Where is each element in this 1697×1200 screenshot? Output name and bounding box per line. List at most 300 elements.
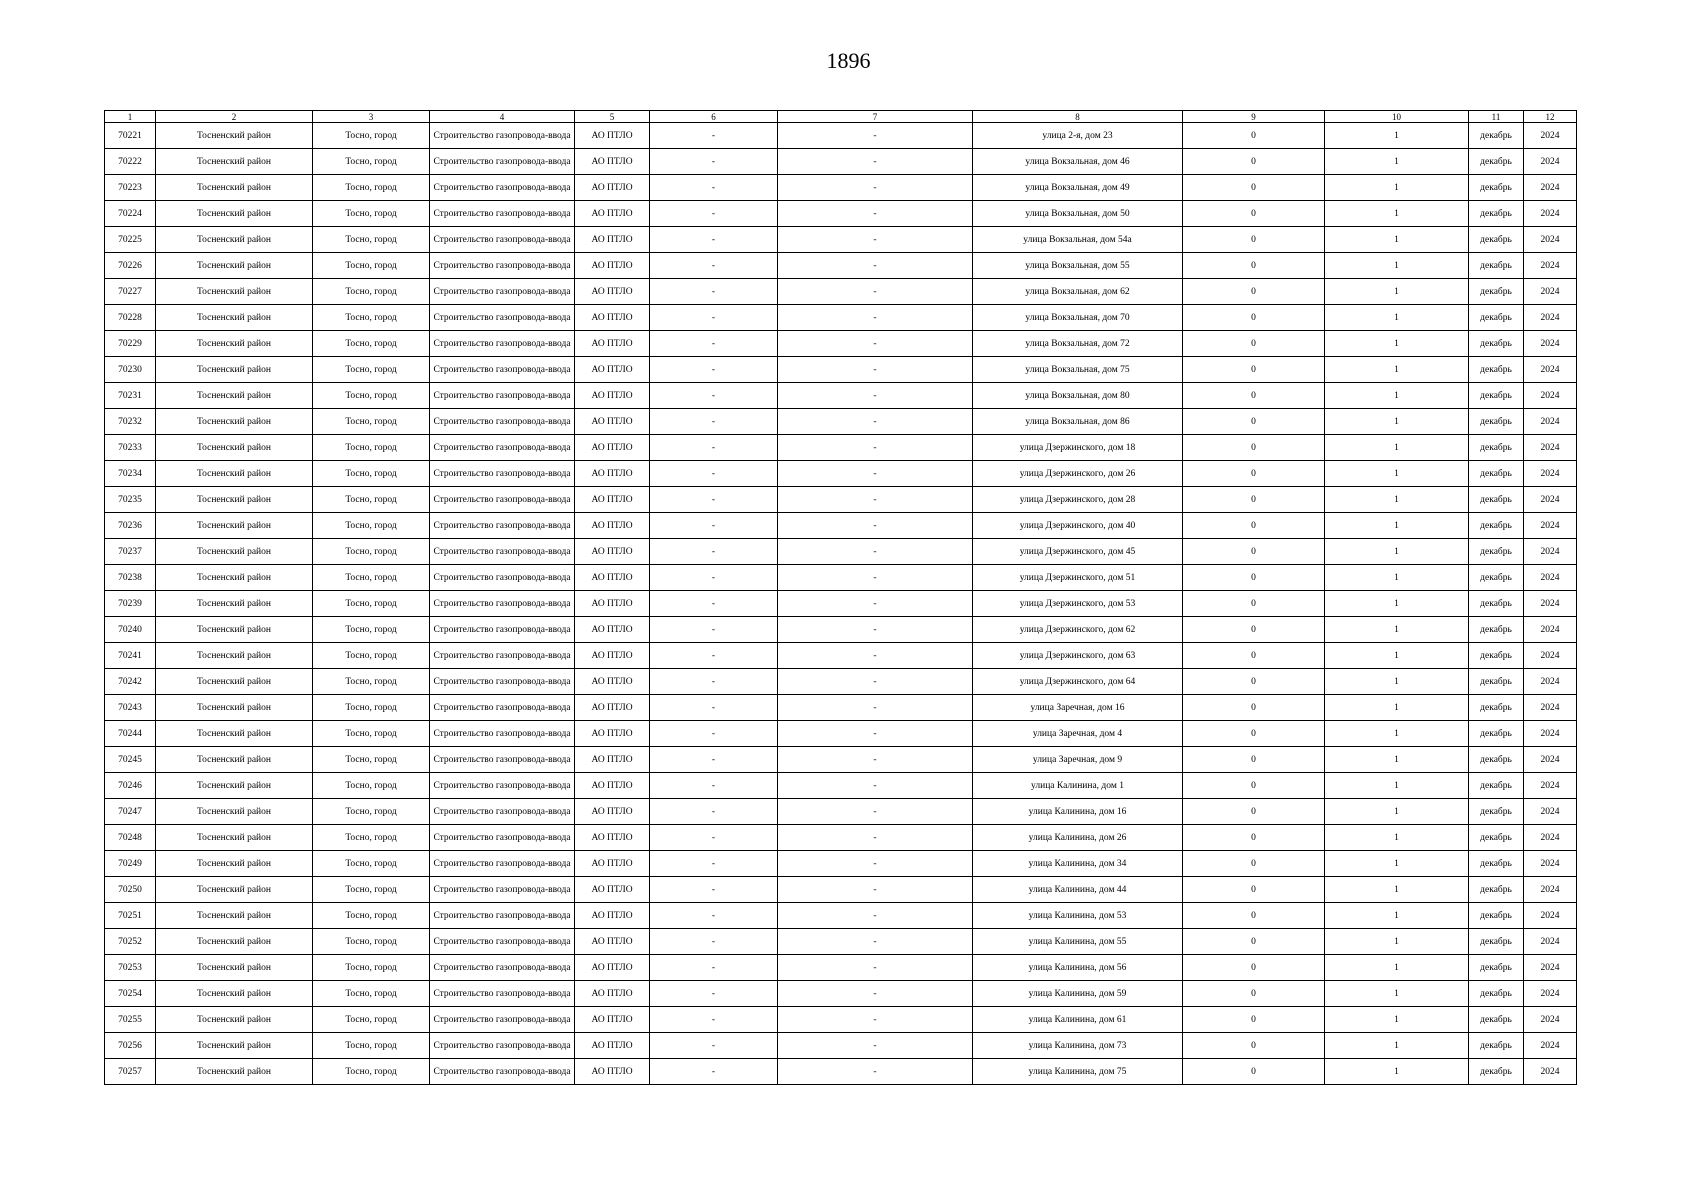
col-field-6: - <box>650 279 778 305</box>
col-year: 2024 <box>1524 981 1577 1007</box>
col-settlement: Тосно, город <box>313 773 430 799</box>
col-settlement: Тосно, город <box>313 149 430 175</box>
col-year: 2024 <box>1524 773 1577 799</box>
col-month: декабрь <box>1469 149 1524 175</box>
col-address: улица Калинина, дом 26 <box>973 825 1183 851</box>
col-district: Тосненский район <box>156 539 313 565</box>
col-field-7: - <box>778 721 973 747</box>
col-record-number: 70229 <box>105 331 156 357</box>
register-table <box>104 110 1577 1085</box>
col-address: улица Калинина, дом 1 <box>973 773 1183 799</box>
col-work-type: Строительство газопровода-ввода <box>430 903 575 929</box>
col-field-10: 1 <box>1325 669 1469 695</box>
col-record-number: 70221 <box>105 123 156 149</box>
col-field-6: - <box>650 695 778 721</box>
col-field-10: 1 <box>1325 643 1469 669</box>
col-month: декабрь <box>1469 565 1524 591</box>
col-district: Тосненский район <box>156 669 313 695</box>
col-year: 2024 <box>1524 799 1577 825</box>
col-record-number: 70240 <box>105 617 156 643</box>
col-month: декабрь <box>1469 1033 1524 1059</box>
col-field-9: 0 <box>1183 331 1325 357</box>
col-field-7: - <box>778 331 973 357</box>
col-settlement: Тосно, город <box>313 175 430 201</box>
col-field-7: - <box>778 1059 973 1085</box>
col-address: улица Дзержинского, дом 26 <box>973 461 1183 487</box>
col-address: улица Дзержинского, дом 62 <box>973 617 1183 643</box>
col-record-number: 70224 <box>105 201 156 227</box>
col-district: Тосненский район <box>156 825 313 851</box>
col-year: 2024 <box>1524 1059 1577 1085</box>
col-organization: АО ПТЛО <box>575 565 650 591</box>
col-field-7: - <box>778 773 973 799</box>
col-field-7: - <box>778 1007 973 1033</box>
col-work-type: Строительство газопровода-ввода <box>430 825 575 851</box>
col-field-10: 1 <box>1325 721 1469 747</box>
table-row <box>105 539 1577 565</box>
col-record-number: 70232 <box>105 409 156 435</box>
col-field-9: 0 <box>1183 929 1325 955</box>
table-row <box>105 253 1577 279</box>
col-district: Тосненский район <box>156 1059 313 1085</box>
col-address: улица Калинина, дом 44 <box>973 877 1183 903</box>
table-row <box>105 461 1577 487</box>
col-field-9: 0 <box>1183 513 1325 539</box>
col-month: декабрь <box>1469 435 1524 461</box>
col-record-number: 70250 <box>105 877 156 903</box>
header-cell-9: 9 <box>1183 111 1325 123</box>
table-row <box>105 929 1577 955</box>
col-work-type: Строительство газопровода-ввода <box>430 1007 575 1033</box>
col-month: декабрь <box>1469 851 1524 877</box>
table-row <box>105 513 1577 539</box>
col-settlement: Тосно, город <box>313 591 430 617</box>
table-row <box>105 409 1577 435</box>
col-field-10: 1 <box>1325 539 1469 565</box>
col-work-type: Строительство газопровода-ввода <box>430 1059 575 1085</box>
col-work-type: Строительство газопровода-ввода <box>430 253 575 279</box>
col-field-9: 0 <box>1183 175 1325 201</box>
col-settlement: Тосно, город <box>313 123 430 149</box>
table-row <box>105 721 1577 747</box>
col-year: 2024 <box>1524 955 1577 981</box>
col-field-7: - <box>778 539 973 565</box>
header-cell-8: 8 <box>973 111 1183 123</box>
col-field-10: 1 <box>1325 955 1469 981</box>
col-organization: АО ПТЛО <box>575 981 650 1007</box>
col-year: 2024 <box>1524 279 1577 305</box>
col-field-9: 0 <box>1183 981 1325 1007</box>
col-district: Тосненский район <box>156 799 313 825</box>
col-district: Тосненский район <box>156 513 313 539</box>
col-organization: АО ПТЛО <box>575 461 650 487</box>
col-field-7: - <box>778 799 973 825</box>
col-field-6: - <box>650 487 778 513</box>
table-row <box>105 617 1577 643</box>
col-field-9: 0 <box>1183 357 1325 383</box>
col-address: улица Дзержинского, дом 40 <box>973 513 1183 539</box>
col-field-9: 0 <box>1183 851 1325 877</box>
col-field-7: - <box>778 903 973 929</box>
col-district: Тосненский район <box>156 851 313 877</box>
table-row <box>105 1007 1577 1033</box>
col-field-10: 1 <box>1325 305 1469 331</box>
col-year: 2024 <box>1524 305 1577 331</box>
col-record-number: 70238 <box>105 565 156 591</box>
col-organization: АО ПТЛО <box>575 305 650 331</box>
col-month: декабрь <box>1469 773 1524 799</box>
col-field-6: - <box>650 357 778 383</box>
col-settlement: Тосно, город <box>313 227 430 253</box>
col-field-9: 0 <box>1183 305 1325 331</box>
col-month: декабрь <box>1469 617 1524 643</box>
col-work-type: Строительство газопровода-ввода <box>430 877 575 903</box>
col-field-10: 1 <box>1325 279 1469 305</box>
table-row <box>105 1033 1577 1059</box>
col-month: декабрь <box>1469 305 1524 331</box>
col-field-10: 1 <box>1325 981 1469 1007</box>
col-year: 2024 <box>1524 591 1577 617</box>
col-work-type: Строительство газопровода-ввода <box>430 643 575 669</box>
col-field-10: 1 <box>1325 175 1469 201</box>
table-row <box>105 669 1577 695</box>
table-row <box>105 487 1577 513</box>
col-field-10: 1 <box>1325 253 1469 279</box>
col-year: 2024 <box>1524 409 1577 435</box>
col-field-10: 1 <box>1325 409 1469 435</box>
col-district: Тосненский район <box>156 331 313 357</box>
col-settlement: Тосно, город <box>313 669 430 695</box>
col-field-6: - <box>650 383 778 409</box>
col-settlement: Тосно, город <box>313 825 430 851</box>
table-row <box>105 747 1577 773</box>
col-organization: АО ПТЛО <box>575 253 650 279</box>
col-field-6: - <box>650 513 778 539</box>
col-field-9: 0 <box>1183 643 1325 669</box>
col-field-7: - <box>778 591 973 617</box>
col-settlement: Тосно, город <box>313 643 430 669</box>
col-organization: АО ПТЛО <box>575 175 650 201</box>
col-settlement: Тосно, город <box>313 747 430 773</box>
col-work-type: Строительство газопровода-ввода <box>430 591 575 617</box>
col-organization: АО ПТЛО <box>575 799 650 825</box>
col-work-type: Строительство газопровода-ввода <box>430 981 575 1007</box>
col-district: Тосненский район <box>156 201 313 227</box>
col-field-9: 0 <box>1183 279 1325 305</box>
header-cell-2: 2 <box>156 111 313 123</box>
col-field-7: - <box>778 929 973 955</box>
header-cell-4: 4 <box>430 111 575 123</box>
col-address: улица Вокзальная, дом 46 <box>973 149 1183 175</box>
col-record-number: 70236 <box>105 513 156 539</box>
col-organization: АО ПТЛО <box>575 747 650 773</box>
col-organization: АО ПТЛО <box>575 279 650 305</box>
col-settlement: Тосно, город <box>313 279 430 305</box>
col-district: Тосненский район <box>156 955 313 981</box>
col-field-6: - <box>650 617 778 643</box>
col-address: улица Вокзальная, дом 70 <box>973 305 1183 331</box>
col-settlement: Тосно, город <box>313 435 430 461</box>
col-organization: АО ПТЛО <box>575 773 650 799</box>
col-year: 2024 <box>1524 747 1577 773</box>
col-year: 2024 <box>1524 357 1577 383</box>
table-row <box>105 435 1577 461</box>
col-month: декабрь <box>1469 279 1524 305</box>
col-year: 2024 <box>1524 721 1577 747</box>
col-record-number: 70239 <box>105 591 156 617</box>
col-field-7: - <box>778 877 973 903</box>
col-field-10: 1 <box>1325 1033 1469 1059</box>
col-field-6: - <box>650 825 778 851</box>
col-field-7: - <box>778 487 973 513</box>
col-record-number: 70234 <box>105 461 156 487</box>
col-organization: АО ПТЛО <box>575 409 650 435</box>
col-field-7: - <box>778 201 973 227</box>
col-year: 2024 <box>1524 929 1577 955</box>
col-month: декабрь <box>1469 461 1524 487</box>
col-month: декабрь <box>1469 487 1524 513</box>
col-field-7: - <box>778 669 973 695</box>
table-row <box>105 565 1577 591</box>
col-address: улица Вокзальная, дом 54а <box>973 227 1183 253</box>
col-field-10: 1 <box>1325 591 1469 617</box>
col-year: 2024 <box>1524 1033 1577 1059</box>
col-work-type: Строительство газопровода-ввода <box>430 305 575 331</box>
col-settlement: Тосно, город <box>313 357 430 383</box>
col-field-7: - <box>778 747 973 773</box>
col-address: улица Вокзальная, дом 80 <box>973 383 1183 409</box>
col-district: Тосненский район <box>156 253 313 279</box>
col-field-6: - <box>650 955 778 981</box>
col-organization: АО ПТЛО <box>575 903 650 929</box>
col-settlement: Тосно, город <box>313 617 430 643</box>
col-month: декабрь <box>1469 669 1524 695</box>
col-work-type: Строительство газопровода-ввода <box>430 123 575 149</box>
col-district: Тосненский район <box>156 383 313 409</box>
col-month: декабрь <box>1469 175 1524 201</box>
table-row <box>105 695 1577 721</box>
col-settlement: Тосно, город <box>313 565 430 591</box>
header-cell-5: 5 <box>575 111 650 123</box>
col-work-type: Строительство газопровода-ввода <box>430 279 575 305</box>
col-field-9: 0 <box>1183 461 1325 487</box>
col-district: Тосненский район <box>156 435 313 461</box>
col-record-number: 70227 <box>105 279 156 305</box>
col-settlement: Тосно, город <box>313 695 430 721</box>
col-work-type: Строительство газопровода-ввода <box>430 227 575 253</box>
col-year: 2024 <box>1524 175 1577 201</box>
col-work-type: Строительство газопровода-ввода <box>430 201 575 227</box>
col-record-number: 70246 <box>105 773 156 799</box>
col-address: улица Дзержинского, дом 28 <box>973 487 1183 513</box>
col-field-10: 1 <box>1325 435 1469 461</box>
col-record-number: 70245 <box>105 747 156 773</box>
col-year: 2024 <box>1524 123 1577 149</box>
col-field-10: 1 <box>1325 487 1469 513</box>
col-field-6: - <box>650 981 778 1007</box>
col-address: улица Заречная, дом 16 <box>973 695 1183 721</box>
table-header <box>105 111 1577 123</box>
col-address: улица Дзержинского, дом 53 <box>973 591 1183 617</box>
col-field-6: - <box>650 1007 778 1033</box>
col-work-type: Строительство газопровода-ввода <box>430 409 575 435</box>
col-field-10: 1 <box>1325 383 1469 409</box>
col-organization: АО ПТЛО <box>575 487 650 513</box>
col-district: Тосненский район <box>156 773 313 799</box>
col-settlement: Тосно, город <box>313 1059 430 1085</box>
col-field-6: - <box>650 175 778 201</box>
col-district: Тосненский район <box>156 227 313 253</box>
col-month: декабрь <box>1469 643 1524 669</box>
col-field-6: - <box>650 669 778 695</box>
col-organization: АО ПТЛО <box>575 513 650 539</box>
table-row <box>105 591 1577 617</box>
col-district: Тосненский район <box>156 877 313 903</box>
col-record-number: 70230 <box>105 357 156 383</box>
col-organization: АО ПТЛО <box>575 383 650 409</box>
col-field-7: - <box>778 643 973 669</box>
col-settlement: Тосно, город <box>313 1033 430 1059</box>
col-record-number: 70247 <box>105 799 156 825</box>
col-field-7: - <box>778 825 973 851</box>
col-organization: АО ПТЛО <box>575 955 650 981</box>
col-address: улица Дзержинского, дом 45 <box>973 539 1183 565</box>
col-field-6: - <box>650 539 778 565</box>
col-address: улица Калинина, дом 75 <box>973 1059 1183 1085</box>
col-record-number: 70241 <box>105 643 156 669</box>
col-field-7: - <box>778 123 973 149</box>
col-record-number: 70231 <box>105 383 156 409</box>
col-record-number: 70248 <box>105 825 156 851</box>
col-field-10: 1 <box>1325 929 1469 955</box>
col-field-6: - <box>650 461 778 487</box>
table-row <box>105 1059 1577 1085</box>
col-record-number: 70255 <box>105 1007 156 1033</box>
col-field-6: - <box>650 799 778 825</box>
header-cell-11: 11 <box>1469 111 1524 123</box>
col-field-6: - <box>650 1033 778 1059</box>
col-settlement: Тосно, город <box>313 903 430 929</box>
col-year: 2024 <box>1524 669 1577 695</box>
col-settlement: Тосно, город <box>313 877 430 903</box>
col-organization: АО ПТЛО <box>575 123 650 149</box>
col-field-6: - <box>650 565 778 591</box>
col-field-10: 1 <box>1325 357 1469 383</box>
col-field-7: - <box>778 955 973 981</box>
col-month: декабрь <box>1469 513 1524 539</box>
col-address: улица Калинина, дом 56 <box>973 955 1183 981</box>
col-field-9: 0 <box>1183 747 1325 773</box>
col-address: улица Калинина, дом 16 <box>973 799 1183 825</box>
col-work-type: Строительство газопровода-ввода <box>430 461 575 487</box>
col-year: 2024 <box>1524 617 1577 643</box>
col-address: улица Дзержинского, дом 51 <box>973 565 1183 591</box>
col-work-type: Строительство газопровода-ввода <box>430 539 575 565</box>
col-address: улица Калинина, дом 59 <box>973 981 1183 1007</box>
col-field-7: - <box>778 253 973 279</box>
col-field-10: 1 <box>1325 903 1469 929</box>
table-row <box>105 201 1577 227</box>
col-settlement: Тосно, город <box>313 1007 430 1033</box>
col-field-10: 1 <box>1325 799 1469 825</box>
col-year: 2024 <box>1524 253 1577 279</box>
col-district: Тосненский район <box>156 617 313 643</box>
col-field-10: 1 <box>1325 877 1469 903</box>
col-field-6: - <box>650 747 778 773</box>
col-field-10: 1 <box>1325 201 1469 227</box>
col-settlement: Тосно, город <box>313 721 430 747</box>
table-row <box>105 825 1577 851</box>
col-address: улица Калинина, дом 34 <box>973 851 1183 877</box>
col-month: декабрь <box>1469 955 1524 981</box>
table-row <box>105 123 1577 149</box>
col-field-9: 0 <box>1183 253 1325 279</box>
col-year: 2024 <box>1524 851 1577 877</box>
table-row <box>105 305 1577 331</box>
col-field-10: 1 <box>1325 617 1469 643</box>
col-field-6: - <box>650 721 778 747</box>
col-field-9: 0 <box>1183 539 1325 565</box>
col-work-type: Строительство газопровода-ввода <box>430 1033 575 1059</box>
col-field-9: 0 <box>1183 669 1325 695</box>
col-settlement: Тосно, город <box>313 929 430 955</box>
col-address: улица Вокзальная, дом 62 <box>973 279 1183 305</box>
col-work-type: Строительство газопровода-ввода <box>430 617 575 643</box>
col-district: Тосненский район <box>156 695 313 721</box>
col-record-number: 70256 <box>105 1033 156 1059</box>
col-organization: АО ПТЛО <box>575 331 650 357</box>
col-district: Тосненский район <box>156 461 313 487</box>
col-month: декабрь <box>1469 1007 1524 1033</box>
col-field-6: - <box>650 877 778 903</box>
col-address: улица 2-я, дом 23 <box>973 123 1183 149</box>
col-month: декабрь <box>1469 123 1524 149</box>
col-field-6: - <box>650 591 778 617</box>
col-record-number: 70228 <box>105 305 156 331</box>
col-record-number: 70226 <box>105 253 156 279</box>
page-number: 1896 <box>826 48 871 73</box>
col-field-10: 1 <box>1325 825 1469 851</box>
col-year: 2024 <box>1524 825 1577 851</box>
col-field-10: 1 <box>1325 695 1469 721</box>
col-field-9: 0 <box>1183 435 1325 461</box>
col-month: декабрь <box>1469 695 1524 721</box>
col-organization: АО ПТЛО <box>575 851 650 877</box>
col-address: улица Дзержинского, дом 63 <box>973 643 1183 669</box>
col-organization: АО ПТЛО <box>575 643 650 669</box>
col-field-10: 1 <box>1325 331 1469 357</box>
col-field-7: - <box>778 461 973 487</box>
col-district: Тосненский район <box>156 981 313 1007</box>
col-field-6: - <box>650 929 778 955</box>
col-month: декабрь <box>1469 825 1524 851</box>
table-row <box>105 773 1577 799</box>
col-work-type: Строительство газопровода-ввода <box>430 565 575 591</box>
col-address: улица Калинина, дом 73 <box>973 1033 1183 1059</box>
col-record-number: 70222 <box>105 149 156 175</box>
col-organization: АО ПТЛО <box>575 929 650 955</box>
col-field-10: 1 <box>1325 1007 1469 1033</box>
col-address: улица Вокзальная, дом 55 <box>973 253 1183 279</box>
col-field-7: - <box>778 617 973 643</box>
col-record-number: 70242 <box>105 669 156 695</box>
col-year: 2024 <box>1524 487 1577 513</box>
col-year: 2024 <box>1524 435 1577 461</box>
col-address: улица Дзержинского, дом 64 <box>973 669 1183 695</box>
col-month: декабрь <box>1469 331 1524 357</box>
col-record-number: 70254 <box>105 981 156 1007</box>
col-field-7: - <box>778 149 973 175</box>
